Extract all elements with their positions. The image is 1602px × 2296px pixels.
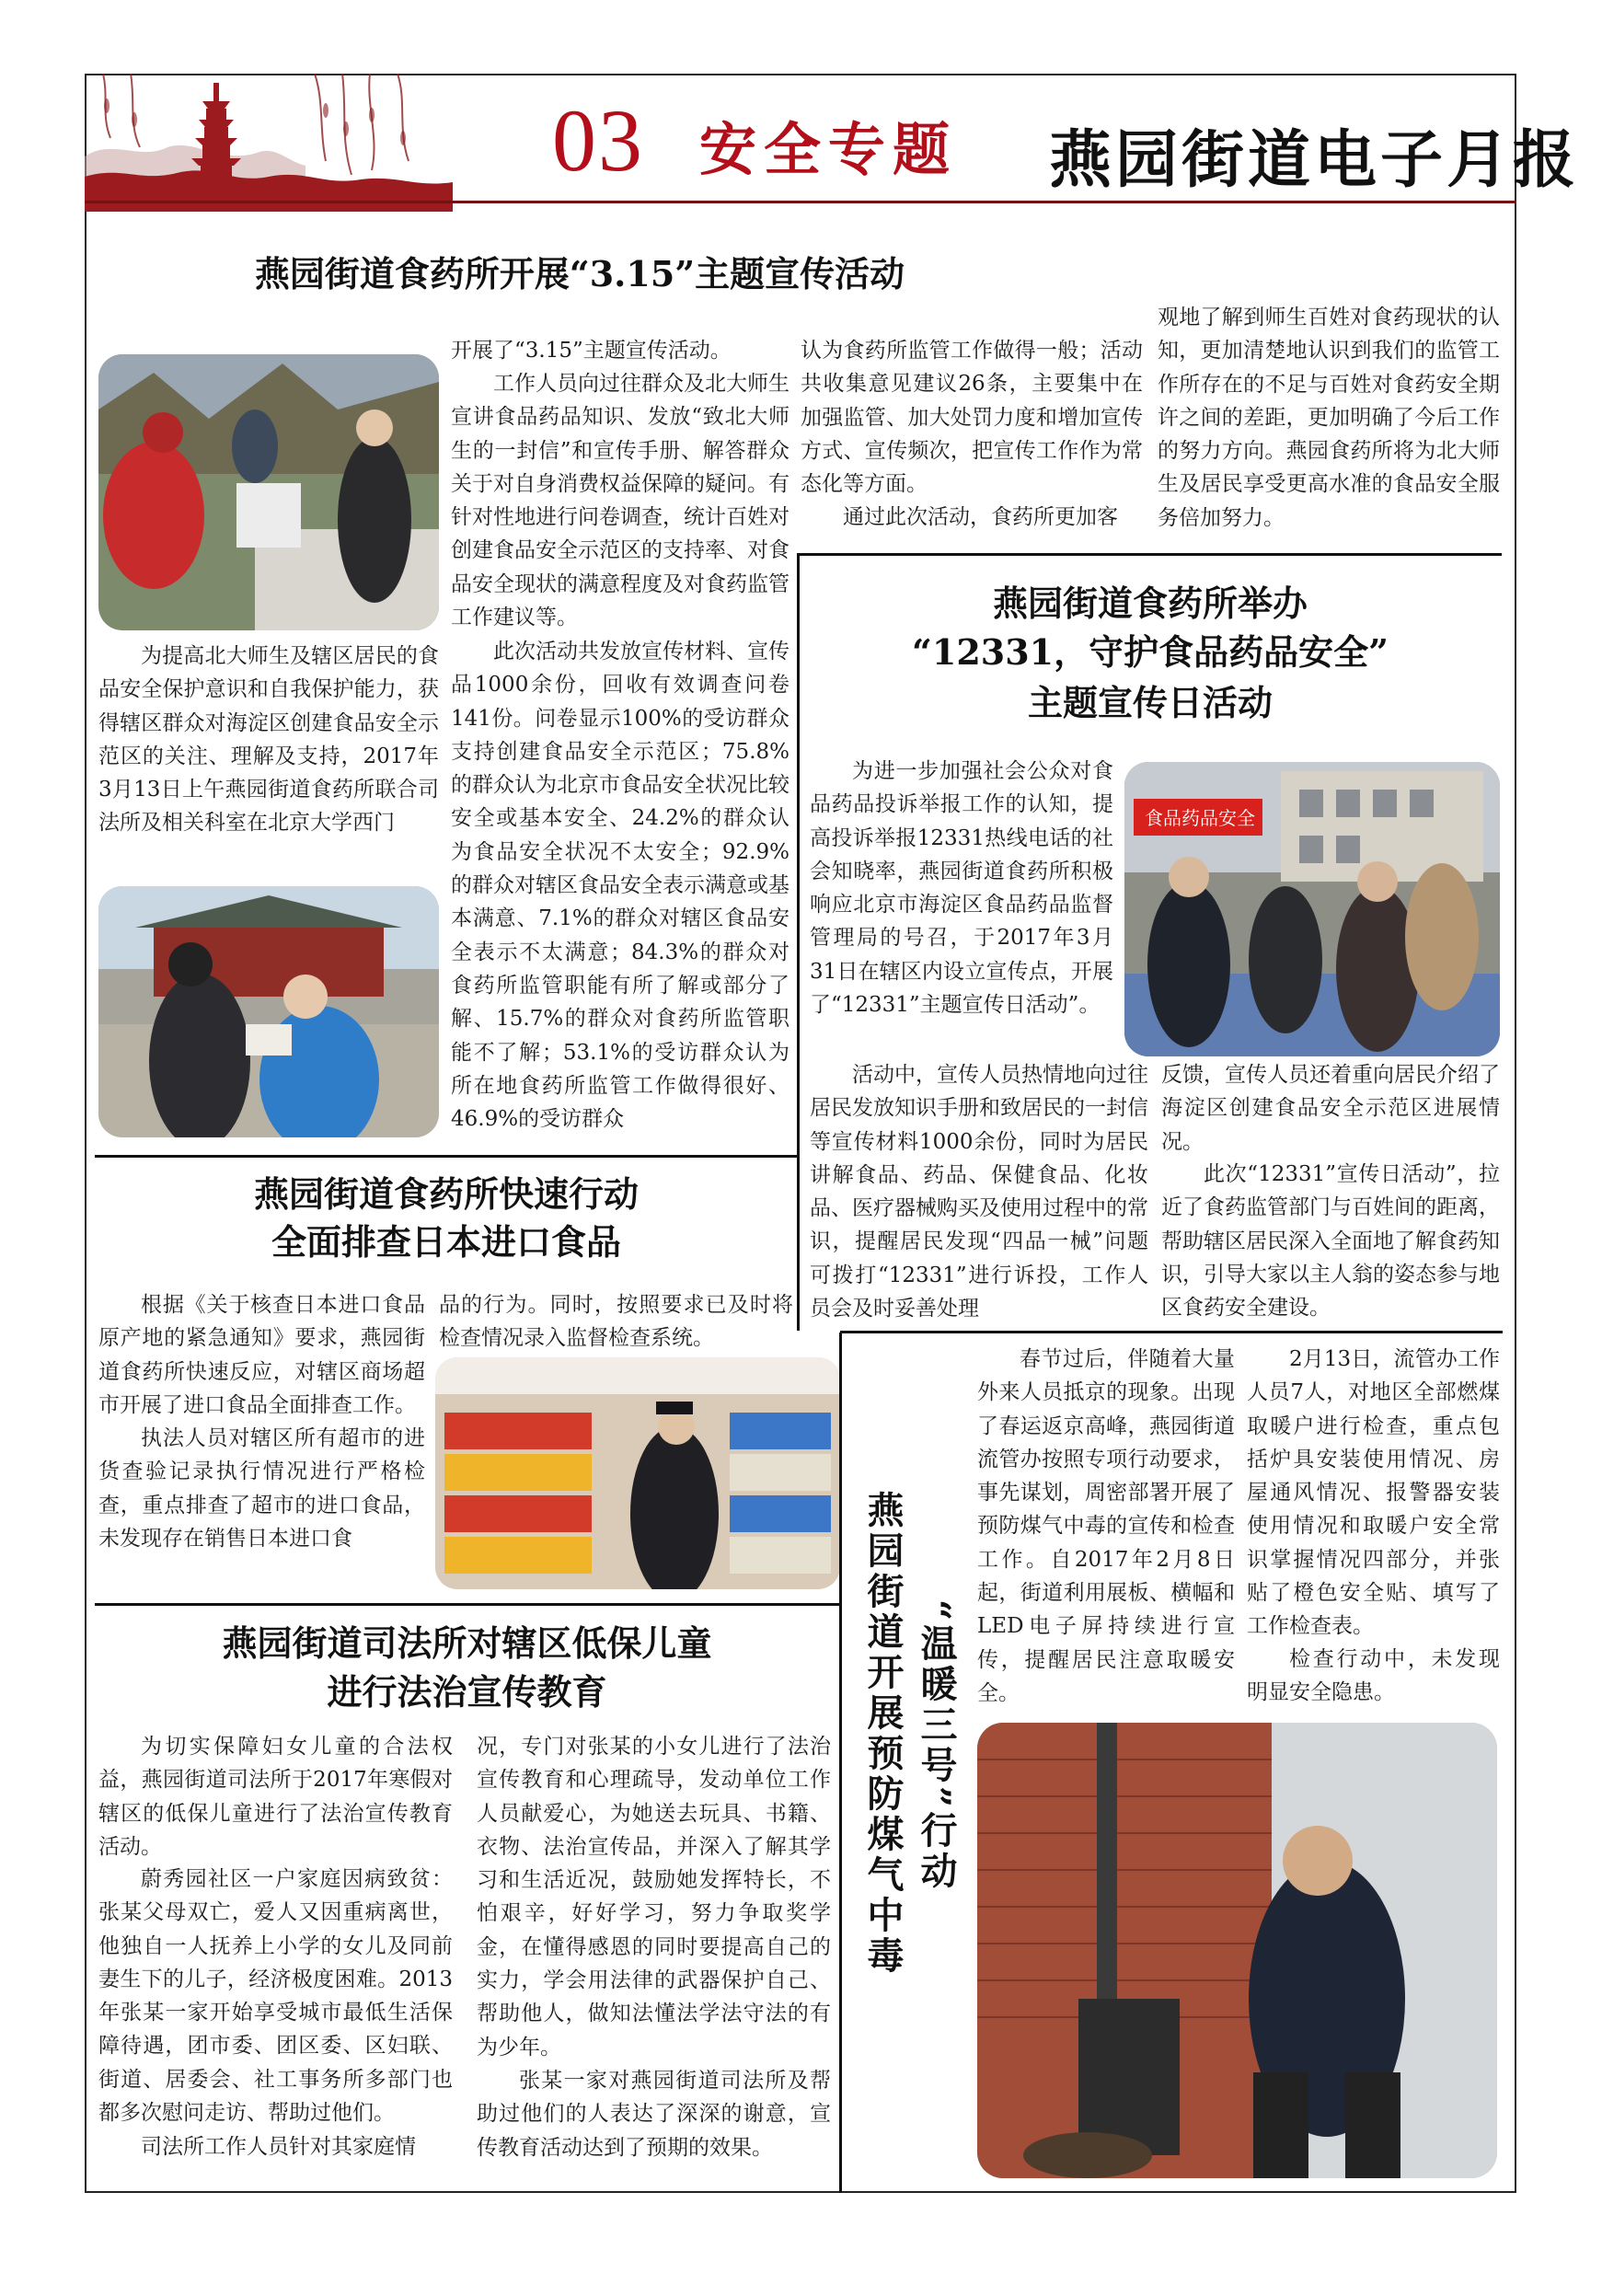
article3-title-line2: 全面排查日本进口食品 <box>271 1221 621 1263</box>
article4-body-col1c: 司法所工作人员针对其家庭情 <box>141 2135 416 2159</box>
article2-banner-text: 食品药品安全 <box>1145 807 1255 829</box>
article4-body-col1a: 为切实保障妇女儿童的合法权益，燕园街道司法所于2017年寒假对辖区的低保儿童进行了法治宣传教育活动。 <box>98 1735 453 1859</box>
article5-body-col2b: 检查行动中，未发现明显安全隐患。 <box>1247 1647 1500 1705</box>
article2-title-line1: 燕园街道食药所举办 <box>992 583 1308 624</box>
article4-title-line2: 进行法治宣传教育 <box>327 1671 607 1713</box>
article2-title-line3: 主题宣传日活动 <box>1027 682 1273 723</box>
article2-title-line2: “12331，守护食品药品安全” <box>912 631 1389 673</box>
rule-article1-bottom <box>95 1155 799 1158</box>
article1-photo-1 <box>98 354 439 630</box>
article1-body-col3a: 认为食药所监管工作做得一般；活动共收集意见建议26条，主要集中在加强监管、加大处罚力度和增加宣传方式、宣传频次，把宣传工作作为常态化等方面。 <box>801 339 1143 497</box>
article1-body-col2b: 工作人员向过往群众及北大师生宣讲食品药品知识、发放“致北大师生的一封信”和宣传手册、解答群众关于对自身消费权益保障的疑问。有针对性地进行问卷调查，统计百姓对创建食品安全示范区的支持率、对食品安全现状的满意程度及对食药监管工作建议等。 <box>451 372 789 630</box>
rule-article3-bottom <box>95 1603 840 1606</box>
page-number: 03 <box>552 91 644 190</box>
article2-photo <box>1124 762 1500 1056</box>
rule-article2-left <box>797 553 800 1331</box>
article4-body-col2a: 况，专门对张某的小女儿进行了法治宣传教育和心理疏导，发动单位工作人员献爱心，为她送去玩具、书籍、衣物、法治宣传品，并深入了解其学习和生活近况，鼓励她发挥特长，不怕艰辛，好好学习，努力争取奖学金，在懂得感恩的同时要提高自己的实力，学会用法律的武器保护自己、帮助他人，做知法懂法学法守法的有为少年。 <box>477 1735 831 2059</box>
article1-photo-2 <box>98 886 439 1137</box>
article5-body-col2a: 2月13日，流管办工作人员7人，对地区全部燃煤取暖户进行检查，重点包括炉具安装使用情况、房屋通风情况、报警器安装使用情况和取暖户安全常识掌握情况四部分，并张贴了橙色安全贴、填写了工作检查表。 <box>1247 1347 1500 1639</box>
article1-body-col2a: 开展了“3.15”主题宣传活动。 <box>451 339 732 363</box>
article4-body-col1b: 蔚秀园社区一户家庭因病致贫：张某父母双亡，爱人又因重病离世，他独自一人抚养上小学的女儿及同前妻生下的儿子，经济极度困难。2013年张某一家开始享受城市最低生活保障待遇，团市委、团区委、区妇联、街道、居委会、社工事务所多部门也都多次慰问走访、帮助过他们。 <box>98 1867 453 2126</box>
section-title: 安全专题 <box>699 116 958 183</box>
masthead-illustration <box>85 74 747 212</box>
article2-intro: 为进一步加强社会公众对食品药品投诉举报工作的认知，提高投诉举报12331热线电话的社会知晓率，燕园街道食药所积极响应北京市海淀区食品药品监督管理局的号召，于2017年3月31日在辖区内设立宣传点，开展了“12331”主题宣传日活动”。 <box>810 759 1113 1018</box>
article5-photo <box>977 1723 1497 2178</box>
article2-body-left: 活动中，宣传人员热情地向过往居民发放知识手册和致居民的一封信等宣传材料1000余份，同时为居民讲解食品、药品、保健食品、化妆品、医疗器械购买及使用过程中的常识，提醒居民发现“四品一械”问题可拨打“12331”进行诉投，工作人员会及时妥善处理 <box>810 1063 1148 1321</box>
article2-body-right-b: 此次“12331”宣传日活动”，拉近了食药监管部门与百姓间的距离，帮助辖区居民深入全面地了解食药知识，引导大家以主人翁的姿态参与地区食药安全建设。 <box>1161 1162 1500 1321</box>
rule-article5-top <box>840 1331 1503 1333</box>
article3-photo <box>435 1357 840 1589</box>
article2-body-right-a: 反馈，宣传人员还着重向居民介绍了海淀区创建食品安全示范区进展情况。 <box>1161 1063 1500 1154</box>
newsletter-name: 燕园街道电子月报 <box>1049 123 1580 197</box>
article1-title: 燕园街道食药所开展“3.15”主题宣传活动 <box>254 253 905 294</box>
article5-body-col1: 春节过后，伴随着大量外来人员抵京的现象。出现了春运返京高峰，燕园街道流管办按照专项行动要求，事先谋划，周密部署开展了预防煤气中毒的宣传和检查工作。自2017年2月8日起，街道利用展板、横幅和LED电子屏持续进行宣传，提醒居民注意取暖安全。 <box>977 1347 1235 1705</box>
article4-title-line1: 燕园街道司法所对辖区低保儿童 <box>222 1622 712 1664</box>
article3-body-col1b: 执法人员对辖区所有超市的进货查验记录执行情况进行严格检查，重点排查了超市的进口食品，未发现存在销售日本进口食 <box>98 1426 425 1551</box>
rule-article4-right <box>839 1333 842 2193</box>
article4-body-col2b: 张某一家对燕园街道司法所及帮助过他们的人表达了深深的谢意，宣传教育活动达到了预期的效果。 <box>477 2069 831 2160</box>
article1-body-col1: 为提高北大师生及辖区居民的食品安全保护意识和自我保护能力，获得辖区群众对海淀区创建食品安全示范区的关注、理解及支持，2017年3月13日上午燕园街道食药所联合司法所及相关科室在北京大学西门 <box>98 644 439 836</box>
article1-body-col4: 观地了解到师生百姓对食药现状的认知，更加清楚地认识到我们的监管工作所存在的不足与百姓对食药安全期许之间的差距，更加明确了今后工作的努力方向。燕园食药所将为北大师生及居民享受更高水准的食品安全服务倍加努力。 <box>1158 306 1500 530</box>
article3-title-line1: 燕园街道食药所快速行动 <box>253 1173 639 1215</box>
article3-body-col2: 品的行为。同时，按照要求已及时将检查情况录入监督检查系统。 <box>439 1293 793 1351</box>
article1-body-col2c: 此次活动共发放宣传材料、宣传品1000余份，回收有效调查问卷141份。问卷显示100%的受访群众支持创建食品安全示范区；75.8%的群众认为北京市食品安全状况比较安全或基本安全、24.2%的群众认为食品安全状况不太安全；92.9%的群众对辖区食品安全表示满意或基本满意、7.1%的群众对辖区食品安全表示不太满意；84.3%的群众对食药所监管职能有所了解或部分了解、15.7%的群众对食药所监管职能不了解；53.1%的受访群众认为所在地食药所监管工作做得很好、46.9%的受访群众 <box>451 640 789 1132</box>
article5-title-line1: 燕园街道开展预防煤气中毒 <box>861 1491 905 1977</box>
article5-title-line2: “温暖三号”行动 <box>915 1599 958 1893</box>
article1-body-col3b: 通过此次活动，食药所更加客 <box>843 505 1118 529</box>
masthead-rule <box>85 201 1516 203</box>
article3-body-col1a: 根据《关于核查日本进口食品原产地的紧急通知》要求，燕园街道食药所快速反应，对辖区商场超市开展了进口食品全面排查工作。 <box>98 1293 425 1417</box>
rule-article2-top <box>799 553 1502 556</box>
